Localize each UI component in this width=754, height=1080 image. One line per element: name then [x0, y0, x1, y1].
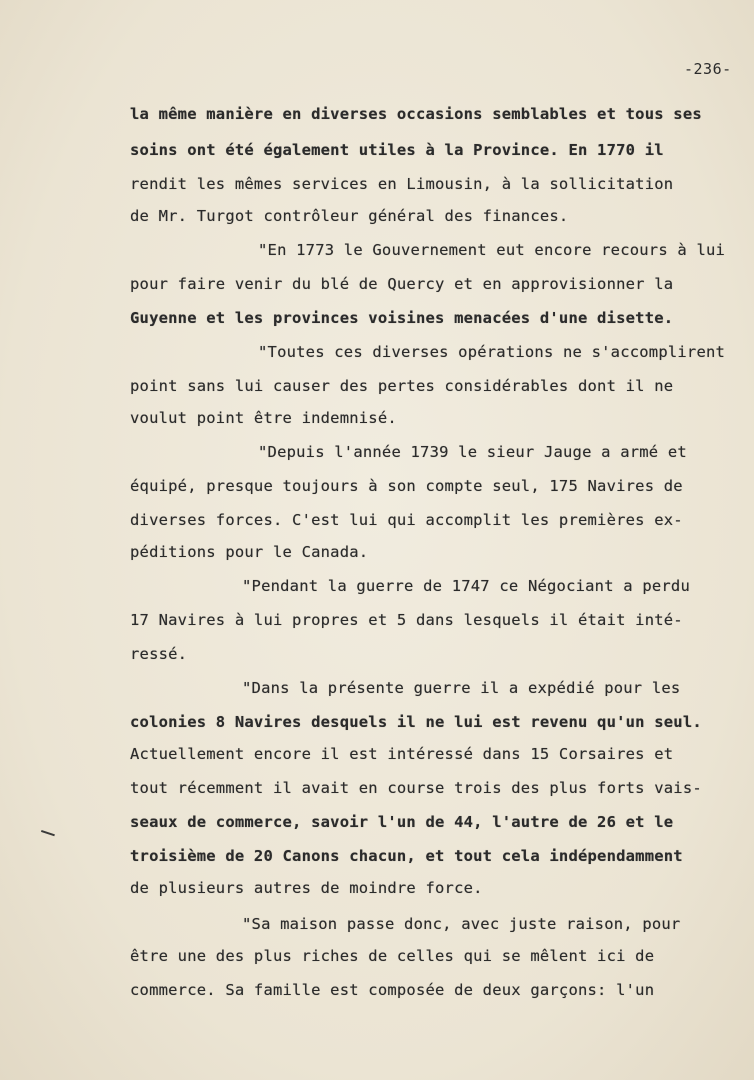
text-line: 17 Navires à lui propres et 5 dans lesquels il était inté-: [130, 611, 683, 629]
text-line: la même manière en diverses occasions semblables et tous ses: [130, 105, 702, 123]
text-line: soins ont été également utiles à la Province. En 1770 il: [130, 141, 664, 159]
text-line: diverses forces. C'est lui qui accomplit les premières ex-: [130, 511, 683, 529]
text-line: "Depuis l'année 1739 le sieur Jauge a armé et: [258, 443, 687, 461]
text-line: être une des plus riches de celles qui se mêlent ici de: [130, 947, 655, 965]
text-line: de Mr. Turgot contrôleur général des finances.: [130, 207, 569, 225]
text-line: de plusieurs autres de moindre force.: [130, 879, 483, 897]
text-line: tout récemment il avait en course trois des plus forts vais-: [130, 779, 702, 797]
text-line: "Pendant la guerre de 1747 ce Négociant a perdu: [242, 577, 690, 595]
text-line: "En 1773 le Gouvernement eut encore recours à lui: [258, 241, 726, 259]
margin-pen-mark: [39, 830, 55, 842]
text-line: voulut point être indemnisé.: [130, 409, 397, 427]
page-number: -236-: [684, 60, 732, 78]
text-line: seaux de commerce, savoir l'un de 44, l'autre de 26 et le: [130, 813, 674, 831]
text-line: ressé.: [130, 645, 188, 663]
text-line: Guyenne et les provinces voisines menacées d'une disette.: [130, 309, 674, 327]
text-line: colonies 8 Navires desquels il ne lui est revenu qu'un seul.: [130, 713, 702, 731]
text-line: pour faire venir du blé de Quercy et en approvisionner la: [130, 275, 674, 293]
text-line: troisième de 20 Canons chacun, et tout cela indépendamment: [130, 847, 683, 865]
text-line: "Toutes ces diverses opérations ne s'accomplirent: [258, 343, 726, 361]
text-line: "Sa maison passe donc, avec juste raison, pour: [242, 915, 681, 933]
text-line: équipé, presque toujours à son compte seul, 175 Navires de: [130, 477, 683, 495]
text-line: point sans lui causer des pertes considérables dont il ne: [130, 377, 674, 395]
text-line: "Dans la présente guerre il a expédié pour les: [242, 679, 681, 697]
text-line: commerce. Sa famille est composée de deux garçons: l'un: [130, 981, 655, 999]
text-line: Actuellement encore il est intéressé dans 15 Corsaires et: [130, 745, 674, 763]
text-line: péditions pour le Canada.: [130, 543, 369, 561]
text-line: rendit les mêmes services en Limousin, à la sollicitation: [130, 175, 674, 193]
